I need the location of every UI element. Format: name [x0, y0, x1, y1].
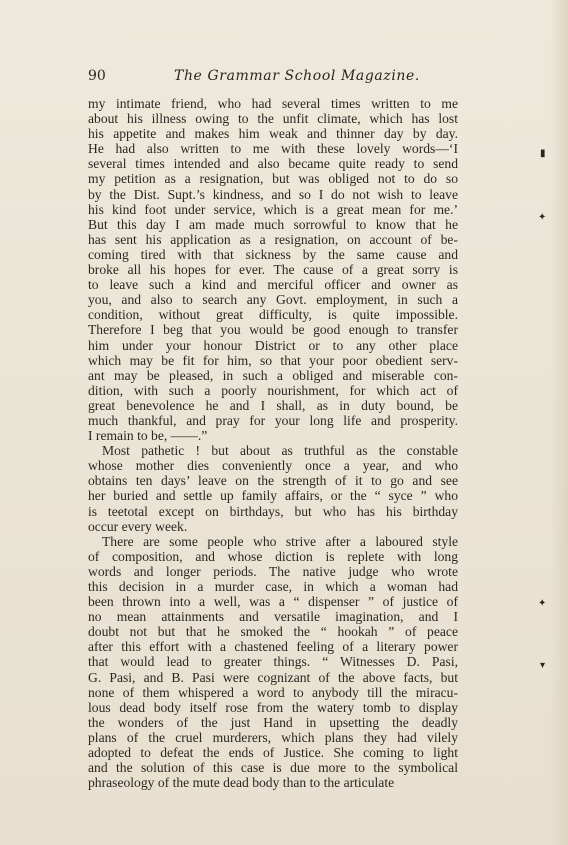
- text-line: my intimate friend, who had several times written to me: [88, 96, 458, 111]
- text-line: phraseology of the mute dead body than to the articulate: [88, 775, 395, 791]
- text-line: I remain to be, ——.”: [88, 428, 208, 444]
- text-line: several times intended and also became quite ready to send: [88, 156, 458, 172]
- text-line: his kind foot under service, which is a great mean for me.’: [88, 201, 458, 217]
- text-line: him under your honour District or to any other place: [88, 337, 458, 353]
- running-head: [88, 68, 468, 90]
- margin-mark: ▮: [540, 148, 546, 159]
- page-number: 90: [88, 68, 106, 84]
- paragraph: [88, 534, 458, 791]
- text-line: which may be fit for him, so that your poor obedient serv-: [88, 352, 458, 368]
- text-line: after this effort with a chastened feeling of a literary power: [88, 639, 458, 655]
- text-line: by the Dist. Supt.’s kindness, and so I do not wish to leave: [88, 186, 458, 202]
- text-line: Therefore I beg that you would be good enough to transfer: [88, 322, 458, 338]
- text-line: is teetotal except on birthdays, but who has his birthday: [88, 503, 458, 519]
- text-line: ant may be pleased, in such a obliged and miserable con-: [88, 367, 458, 383]
- margin-mark: ✦: [538, 212, 547, 223]
- page-edge-shadow: [550, 0, 568, 845]
- text-line: much thankful, and pray for your long life and prosperity.: [88, 412, 458, 428]
- text-line: adopted to defeat the ends of Justice. She coming to light: [88, 745, 458, 761]
- text-line: occur every week.: [88, 518, 188, 534]
- text-line: that would lead to greater things. “ Witnesses D. Pasi,: [88, 654, 458, 670]
- text-line: Most pathetic ! but about as truthful as the constable: [102, 443, 458, 459]
- text-line: none of them whispered a word to anybody till the miracu-: [88, 684, 458, 700]
- text-line: dition, with such a poorly nourishment, for which act of: [88, 382, 458, 398]
- running-title: The Grammar School Magazine.: [174, 68, 420, 84]
- text-line: you, and also to search any Govt. employment, in such a: [88, 292, 458, 308]
- paragraph: [88, 443, 458, 534]
- text-line: words and longer periods. The native judge who wrote: [88, 563, 458, 579]
- text-line: There are some people who strive after a laboured style: [102, 533, 458, 549]
- text-line: lous dead body itself rose from the watery tomb to display: [88, 699, 458, 715]
- text-line: been thrown into a well, was a “ dispenser ” of justice of: [88, 594, 458, 610]
- text-line: and the solution of this case is due more to the symbolical: [88, 760, 458, 776]
- text-line: has sent his application as a resignation, on account of be-: [88, 231, 458, 247]
- text-line: to leave such a kind and merciful officer and owner as: [88, 277, 458, 293]
- text-line: obtains ten days’ leave on the strength of it to go and see: [88, 473, 458, 489]
- text-line: plans of the cruel murderers, which plans they had vilely: [88, 729, 458, 745]
- margin-mark: ✦: [538, 598, 547, 609]
- text-line: about his illness owing to the unfit climate, which has lost: [88, 111, 458, 127]
- text-line: no mean attainments and versatile imagination, and I: [88, 609, 458, 625]
- text-line: But this day I am made much sorrowful to know that he: [88, 216, 458, 232]
- text-line: this decision in a murder case, in which a woman had: [88, 579, 458, 594]
- text-line: his appetite and makes him weak and thinner day by day.: [88, 126, 458, 142]
- text-line: broke all his hopes for ever. The cause of a great sorry is: [88, 262, 458, 278]
- text-line: of composition, and whose diction is replete with long: [88, 548, 458, 564]
- article-body: [88, 96, 458, 790]
- margin-mark: ▾: [540, 660, 546, 671]
- text-line: coming tired with that sickness by the same cause and: [88, 246, 458, 262]
- text-line: G. Pasi, and B. Pasi were cognizant of the above facts, but: [88, 669, 458, 685]
- text-line: He had also written to me with these lovely words—‘I: [88, 141, 458, 157]
- text-line: whose mother dies conveniently once a year, and who: [88, 458, 458, 474]
- text-line: great benevolence he and I shall, as in duty bound, be: [88, 397, 458, 413]
- text-line: her buried and settle up family affairs, or the “ syce ” who: [88, 488, 458, 504]
- paragraph: [88, 96, 458, 443]
- text-line: the wonders of the just Hand in upsetting the deadly: [88, 714, 458, 730]
- text-line: condition, without great difficulty, is quite impossible.: [88, 307, 458, 323]
- text-line: doubt not but that he smoked the “ hookah ” of peace: [88, 624, 458, 640]
- text-line: my petition as a resignation, but was obliged not to do so: [88, 171, 458, 187]
